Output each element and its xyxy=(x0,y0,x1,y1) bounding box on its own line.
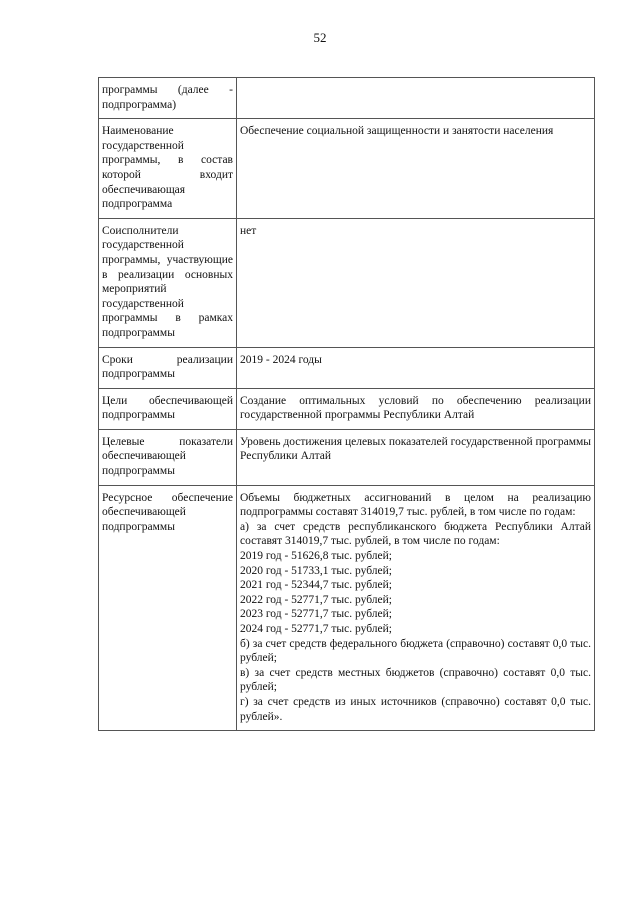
resource-year-2019: 2019 год - 51626,8 тыс. рублей; xyxy=(240,550,392,563)
resource-item-c: в) за счет средств местных бюджетов (справочно) составят 0,0 тыс. рублей; xyxy=(240,666,591,694)
row-label-target-indicators: Целевые показатели обеспечивающей подпрограммы xyxy=(99,429,237,485)
row-label-implementation-period: Сроки реализации подпрограммы xyxy=(99,347,237,388)
table-row xyxy=(99,218,595,347)
row-label-program-continued: программы (далее - подпрограмма) xyxy=(99,78,237,119)
resource-intro: Объемы бюджетных ассигнований в целом на реализацию подпрограммы составят 314019,7 тыс. рублей, в том числе по годам: xyxy=(240,491,591,519)
table-row xyxy=(99,78,595,119)
row-label-state-program-name: Наименование государственной программы, в состав которой входит обеспечивающая подпрограмма xyxy=(99,119,237,219)
resource-year-2022: 2022 год - 52771,7 тыс. рублей; xyxy=(240,593,392,606)
row-value-program-continued xyxy=(237,78,595,119)
resource-item-b: б) за счет средств федерального бюджета (справочно) составят 0,0 тыс. рублей; xyxy=(240,637,591,665)
resource-year-2021: 2021 год - 52344,7 тыс. рублей; xyxy=(240,579,392,592)
row-value-goals: Создание оптимальных условий по обеспечению реализации государственной программы Республики Алтай xyxy=(237,388,595,429)
resource-year-2020: 2020 год - 51733,1 тыс. рублей; xyxy=(240,564,392,577)
row-label-resource-provision: Ресурсное обеспечение обеспечивающей подпрограммы xyxy=(99,485,237,731)
table-row xyxy=(99,347,595,388)
row-label-goals: Цели обеспечивающей подпрограммы xyxy=(99,388,237,429)
table-row xyxy=(99,119,595,219)
row-value-state-program-name: Обеспечение социальной защищенности и занятости населения xyxy=(237,119,595,219)
row-value-implementation-period: 2019 - 2024 годы xyxy=(237,347,595,388)
subprogram-passport-table xyxy=(98,77,595,731)
row-value-resource-provision xyxy=(237,485,595,731)
row-value-target-indicators: Уровень достижения целевых показателей государственной программы Республики Алтай xyxy=(237,429,595,485)
resource-item-a: а) за счет средств республиканского бюджета Республики Алтай составят 314019,7 тыс. рублей, в том числе по годам: xyxy=(240,520,591,548)
resource-item-d: г) за счет средств из иных источников (справочно) составят 0,0 тыс. рублей». xyxy=(240,695,591,723)
table-row xyxy=(99,429,595,485)
row-label-co-executors: Соисполнители государственной программы, участвующие в реализации основных мероприятий государственной программы в рамках подпрограммы xyxy=(99,218,237,347)
row-value-co-executors: нет xyxy=(237,218,595,347)
resource-year-2023: 2023 год - 52771,7 тыс. рублей; xyxy=(240,608,392,621)
table-row xyxy=(99,388,595,429)
resource-year-2024: 2024 год - 52771,7 тыс. рублей; xyxy=(240,623,392,635)
table-row xyxy=(99,485,595,731)
page-number: 52 xyxy=(313,30,327,45)
